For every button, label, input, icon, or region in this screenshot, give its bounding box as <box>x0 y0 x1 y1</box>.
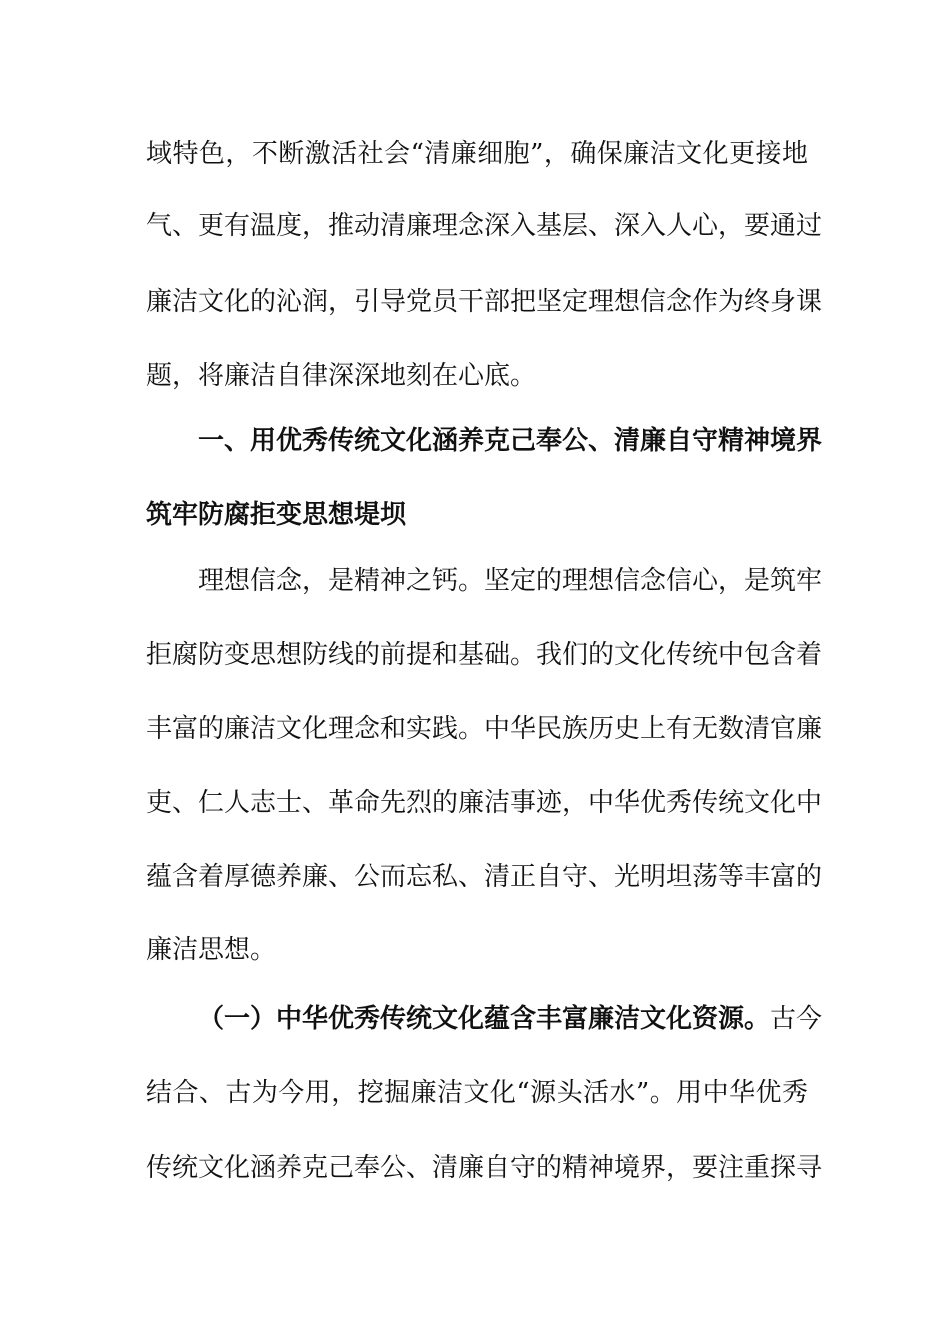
subsection-title: （一）中华优秀传统文化蕴含丰富廉洁文化资源。 <box>198 1004 771 1034</box>
subsection-first-line <box>198 999 823 1039</box>
intro-line-2: 气、更有温度，推动清廉理念深入基层、深入人心，要通过 <box>146 211 823 241</box>
subsection-line-3: 传统文化涵养克己奉公、清廉自守的精神境界，要注重探寻 <box>146 1153 823 1183</box>
intro-line-4: 题，将廉洁自律深深地刻在心底。 <box>146 361 537 391</box>
subsection-first-line-rest: 古今 <box>770 1004 823 1034</box>
section-paragraph-line-4: 吏、仁人志士、革命先烈的廉洁事迹，中华优秀传统文化中 <box>146 788 823 818</box>
section-heading-line-2: 筑牢防腐拒变思想堤坝 <box>146 500 407 530</box>
intro-line-3: 廉洁文化的沁润，引导党员干部把坚定理想信念作为终身课 <box>146 287 823 317</box>
section-paragraph-line-1: 理想信念，是精神之钙。坚定的理想信念信心，是筑牢 <box>198 566 823 596</box>
section-paragraph-line-2: 拒腐防变思想防线的前提和基础。我们的文化传统中包含着 <box>146 640 823 670</box>
subsection-line-2: 结合、古为今用，挖掘廉洁文化“源头活水”。用中华优秀 <box>146 1078 808 1108</box>
section-paragraph-line-3: 丰富的廉洁文化理念和实践。中华民族历史上有无数清官廉 <box>146 714 823 744</box>
section-paragraph-line-6: 廉洁思想。 <box>146 935 277 965</box>
intro-line-1: 域特色，不断激活社会“清廉细胞”，确保廉洁文化更接地 <box>146 139 808 169</box>
section-heading-line-1: 一、用优秀传统文化涵养克己奉公、清廉自守精神境界 <box>198 426 823 456</box>
section-paragraph-line-5: 蕴含着厚德养廉、公而忘私、清正自守、光明坦荡等丰富的 <box>146 862 823 892</box>
